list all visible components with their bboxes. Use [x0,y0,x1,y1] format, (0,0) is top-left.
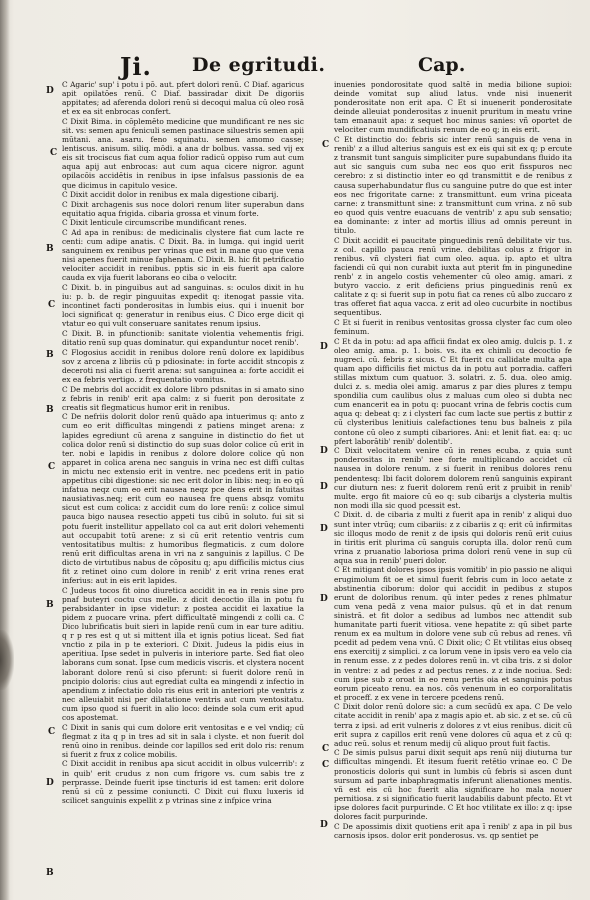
margin-letter-left-1: D [46,86,54,96]
paragraph: C Agaric' sup' i potu i pō. aut. pfert dolori renū. C Diaf. agaricus apit opilatōes renū. C Diaf. bassiradar dixit De digoriis appitates; ad aferenda dolori renū si decoqui malua cū oleo rosā et ex ea sit enbrocas confert. [62,80,304,117]
ink-stain [0,630,14,690]
paragraph: C Judeus tocos fit oino diuretica accidit in ea in renis sine pro pnaf buteyri coctu cus melle. z dicit decoctio illa in potu fu perabsidanter in ipse videtur: z postea accidit ei laxatiue la pidem z puocare vrina. pfert difficultatē mingendi z colli ca. C Dico lubrificatis buit sieri in lapide renū cum in ear ture aditiu. q r p res est q ut si mittent illa et ignis potius liceat. Sed fiat vnctio z pila in p te exteriori. C Dixit. Judeus la pidis eius in aperitiua. Ipse sedet in pulveris in interiore parte. Sed fiat oleo laborans cum sonat. Ipse cum medicis viscris. et clystera nocent laborant dolore renū si ciso pferunt: si fuerit dolore renū in pncipio doloris: cius aut egrediat culta ea mingendi z infectio in apendium z infectatio dolo ris eius erit in anteriori pte ventris z nec alleuiabit nisi per dilatatione ventris aut cum ventositatu. cum ipso quod si fuerit in alio loco: deinde sola cum erit apud cos apostemat. [62,585,304,722]
paragraph: C De nefriis dolorit dolor renū quādo apa intuerimus q: anto z cum eo erit difficultas mingendi z patiens minget arena: z lapides egrediunt cū arena z sanguine in distinctio do fiet ut colica dolor renū si distinctio do sup suas dolor colice cū erit in ter. nobi e lapidis in renibus z dolore dolore colice qū non apparet in colica arena nec sanguis in vrina nec est diffi cultas in mictu nec extensio erit in ventre. nec pcedens erit in patio appetitus cibi digestione: sic nec erit dolor in libis: neq; in eo qū infatua neqz cum eo erit nausea neqz pce dens erit in fatuitas nausiativas.neq; erit cum eo nausea fre quens absqz vomitu sicut est cum colica: z accidit cum do lore renū: z colice simul pauca bigo nausea resectio appeti tus cibū in soluto. fui sit si potu fuerit instellitur appellato col ca aut erit dolori vehementi aut occupabit totū arene: z si cū erit retentio ventris cum ventositatibus multis: z humoribus flegmaticis. z cum dolore renū erit difficultas arena in vri na z sanguinis z lapillus. C De dicto de virtutibus nabus de cōpositu q; apu difficilis mictus cius fit z retinet oino cum dolore in renib' z erit vrina renes erat inferius: aut in eis erit lapides. [62,412,304,586]
paragraph: C Et da in potu: ad apa afficii findat ex oleo amig. dulcis p. 1. z oleo amig. ama. p. 1. bois. vs. ita ex chimli cu decoctio fe nugreci. cū. febris z sicus. C Et fuerit cu callidate multa apa quam apo difficilis fiet mictus da in potu aut porradia. cafferi stillas mixtum cum quatuor. 3. solatri. z. 5. dua. oleo amig. dulci z. s. media olei amig. amarus z par dies plures z tempu spondilia cum caulibus olus z maluas cum oleo si dubta nec cum enancerit ea in potu q: puocant vrina de febris coctis cum aqua q: debeat q: z i clysteri fac cum lacte sue pertis z buttir z cū clysteribus lenitiuis calefactiones tenu bus balneis z pila contone cū oleo z sumpti cibariores. Ani: et lenit fiat. ea: q: uc pfert laborātib' renib' dolentib'. [334,336,572,446]
paragraph: C Flogosius accidit in renibus dolore renū dolore ex lapidibus sov z arcena z libriis cū p pdiosinate: in forte accidit stncopis z deceroti nsi alia ci fuerit arena: sut sanguinea a: forte accidit ei ex ea febris vertigo. z frequentatio vomitus. [62,347,304,384]
paragraph: C Dixit velocitatem venire cū in renes ecuba. z quia sunt ponderositas in renib' nee forte multiplicando accidet cū nausea in dolore renum. z si fuerit in renibus dolores renu pendentesq: Ibi facit dolorem dolorem renū sanguinis expirant cur diuturn nes: z fuerit dolorem renū erit z pruibit in renib' multe. ergo fit maiore cū eo q: sub cibarijs a clysteria multis non modi illa sic quod pcessit est. [334,446,572,510]
paragraph: C Dixit archagenis sus noce dolori renum liter superabun dans equitatio aqua frigida. cibaria grossa et vinum forte. [62,199,304,218]
paragraph: C Dixit Bima. in cōplemēto medicine que mundificant re nes sic sit. vs: semen apu feniculi semen pastinace siluestris semen apii mūtani. ana. asaru. feno squinatu. semen amomo casse; lentiscus. anisum. siliq. mōdi. a ana dr bolbus. vassa. sed vij ex eis sit trociscus fiat cum aqua folior radicū oppiso rum aut cum aqua apij aut enbrocas: aut cum aqua cicere nigror. agunt opilacōis accidētis in renibus in ipse infalsus passionis de ea que dicimus in capitulo vesice. [62,116,304,190]
running-title: De egritudi. [192,54,326,76]
paragraph: C De apossimis dixit quotiens erit apa ī renib' z apa in pil bus carnosis ipsos. dolor erit ponderosus. vs. qp sentiet pe [334,821,572,840]
paragraph: C Et si fuerit in renibus ventositas grossa clyster fac cum oleo feminum. [334,317,572,337]
margin-letter-right-4: D [320,482,328,492]
folio-number: Ji. [120,52,152,81]
paragraph: C Et mitigant dolores ipsos ipsis vomitib' in pio passio ne aliqui erugimolum fit oe et simul fuerit febris cum in loco aetate z abstinentia ciborum: dolor qui accidit in pedibus z stupos erunt de doloribus renum. qū inter pedes z renes phlmatur cum vena pedā z vena maior pulsus. qū et in dat renum sinistrā. et fit dolor a sedibus ad lumbos nec attendit sub humanitate parti fuerit vitiosa. vene hepatite z: qū sibet parte renum ex ea multum in dolore vene sub cū rebus ad renes. vñ pcedit ad pedem vena vnū. C Dixit olic; C Et vtilitas eius obseq ens exercitij z simplici. z ca lorum vene in ipsis vero ea velo cia in renum esse. z z pedes dolores renū in. vt ciba tris. z si dolor in ventre: z ad pedes z ad pectus renes. z z inde nociua. Sed: cum ipse sub z oroat in eo renu pertis oia et sanguinis potus eorum piceato renu. ea nos. cōs venenum in eo corporalitatis et proceff. z ex vene in tercere pcedens renū. [334,565,572,702]
chapter-label: Cap. [418,54,466,76]
paragraph: C Dixit. B. in pfunctionib: sanitate violentia vehementis frigi. ditatio renū sup quas dominatur. qui expanduntur nocet renib'. [62,329,304,348]
paragraph: C Et distinctio do: febris sic inter renū sanguis de vena in renib' z a illud alterius sanguis est ex eis qui sit ex q; p ercute z transmit tunt sanguis simpliciter pure supabundans fluido ita aut sic sanguis cum suba nec eos quo erit fisspuros nec cerebro: z si distinctio inter eo qd transmittit e de renibus z causa superhabundatur flus cu sanguine putre do que est inter eos nec frigoritate carne: z transmittunt. eum vrina piceata carne: z transmittunt sine: z transmittunt cum vrina. z nō sub eo quod quis ventre euacuans de ventrib' z apu sub sensatio; ea dominante: z inter ad mortis illius ad omnis pereunt in titulo. [334,135,572,235]
margin-letter-right-6: D [320,594,328,604]
margin-letter-left-4: C [48,300,56,310]
paragraph: C Dixit. b. in pinguibus aut ad sanguinas. s: oculos dixit in hu iu: p. b. de regir pinguuitas expedit q: itenogat passie vita. incontinet facti ponderositas in lumbis eius. qui i inuenit bor loci significat q: generatur in renibus eius. C Dico erge dicit qi vtatur eo qui vult conseruare sanitates renum ipsius. [62,283,304,329]
paragraph: C Dixit accidit ei paucitate pinguedinis renū debilitate vir tus. z col. capillo pauca renū vrine. debilitas colus z frigor in renibus. vñ clysteri fiat cum oleo. aqua. ip. apto et ultra faciendi cū qui non curabit iuxta aut pterit fm in pingunedine renb' z in angelo costis vehementer cū oleo amig. amari. z butyro vaccio. z erit deficiens prius pinguedinis renū ex calitate z q: si fuerit sup in potu fiat ca renes cū albo zuccaro z tras offeret fiat aqua vacca. z erit ad oleo cucurbite in noctibus sequentibus. [334,235,572,318]
margin-letter-left-11: B [46,868,54,878]
margin-letter-right-7: C [322,744,330,754]
paragraph: C De simis pulsus parui dixit sequit aps renū niij diuturna tur difficultas mingendi. Et itesum fuerit retētio vrinae eo. C De pronosticis doloris qui sunt in lumbis cū febris si ascen dunt sursum ad parte inbaphragmatis inferunt alienationes mentis. vñ est eis cū hoc fuerit alia significare ho mala nouer pernitiosa. z si significatio fuerit laudabilis dabunt pfecto. Et vt ipse dolores facit purpurinde. C Et hoc vtilitate ex illo: z q: ipse dolores facit purpurinde. [334,748,572,821]
margin-letter-left-2: C [50,148,58,158]
paragraph: C Dixit accidit in renibus apa sicut accidit in olbus vulcerrib': z in quib' erit crudus z non cum frigore vs. cum sabis tre z perprasse. Deinde fuerit ipse tincturis id est tamen: erit dolore renū si cū z pessime coniuncti. C Dixit cui fluxu luxeris id scilicet sanguinis expellit z p vtrinas sine z infpice vrina [62,759,304,805]
margin-letter-left-7: C [48,462,56,472]
margin-letter-left-9: C [48,727,56,737]
margin-letter-right-1: C [322,140,330,150]
margin-letter-left-6: B [46,405,54,415]
paragraph: C Dixit dolor renū dolore sic: a cum secūdū ex apa. C De velo citate accidit in renib' apa z magis apio et. ab sic. z et se. cū cū terra z ipsi. ad erit vulneris z dolores z vt eius renibus. dicit cū erit supra z capillos erit renū vene dolores cū aqua et z cū q: aduc reū. solus et renum medij cū aliquo prout fuit factis. [334,702,572,748]
margin-letter-right-3: D [320,446,328,456]
paragraph: C Dixit in sanis qui cum dolore erit ventositas e e vel vndiq; cū flegmat z ita q p in tres ad sit in sala i clyste. et non fuerit dol renū oino in renibus. deinde cor lapillos sed erit dolo ris: renum si fuerit z frux z colice mobilis. [62,722,304,759]
paragraph: C Dixit. d. de cibaria z multi z fuerit apa in renib' z aliqui duo sunt inter vtrūq; cum cibariis: z z cibariis z q: erit cū infirmitas sic illoqus modo de renit z de ipsis qui doloris renū erit cuius in tiritis erit plurima cū sanguis corupta illa. dolor renū cum vrina z pruanatio laboriosa prima dolori renū vene in sup cū aqua sua in renib' pueri dolor. [334,510,572,565]
margin-letter-right-2: D [320,342,328,352]
paragraph: C Dixit lenticule circumscribe mundificant renes. [62,218,247,228]
left-text-column [62,80,304,885]
book-spine-shadow [0,0,10,900]
margin-letter-left-3: B [46,244,54,254]
paragraph: inuenies pondorositate quod saltē in media bilione supioi: deinde vomitat sup aliud latus. vnde nisi inuenerit ponderositate non erit apa. C Et si inuenerit ponderositate deinde alleuiat ponderositas z inuenit pruritum in meatu vrine tam emanauit apa: z sequet hoc minus sanies: vñ oportet de velociter cum mundificatiuis renum de eo q; in eis erit. [334,80,572,135]
right-text-column [334,80,572,870]
margin-letter-right-9: D [320,820,328,830]
margin-letter-right-5: D [320,524,328,534]
paragraph: C De mebris dol accidit ex dolore libro pdsnitas in si amato sino z febris in renib' erit apa calm: z si fuerit pon derositate z creatis sit flegmaticus humor erit in renibus. [62,384,304,412]
paragraph: C Dixit accidit dolor in renibus ex mala digestione cibarij. [62,190,279,200]
margin-letter-left-10: D [46,778,54,788]
paragraph: C Ad apa in renibus: de medicinalis clystere fiat cum lacte re centi: cum adipe anatis. C Dixit. Ba. in lumga. qui ingid uerit sanguinem ex renibus per vrinas que est in mane quo que vena nisi apenes fuerit minue faphenam. C Dixit. B. hic fit petrificatio velociter accidit in renibus. pptis sic in eis fuerit apa calore cauda ex vija fuerit laborans eo ciba o velocitr. [62,228,304,283]
margin-letter-right-8: C [322,760,330,770]
margin-letter-left-8: B [46,600,54,610]
margin-letter-left-5: B [46,350,54,360]
